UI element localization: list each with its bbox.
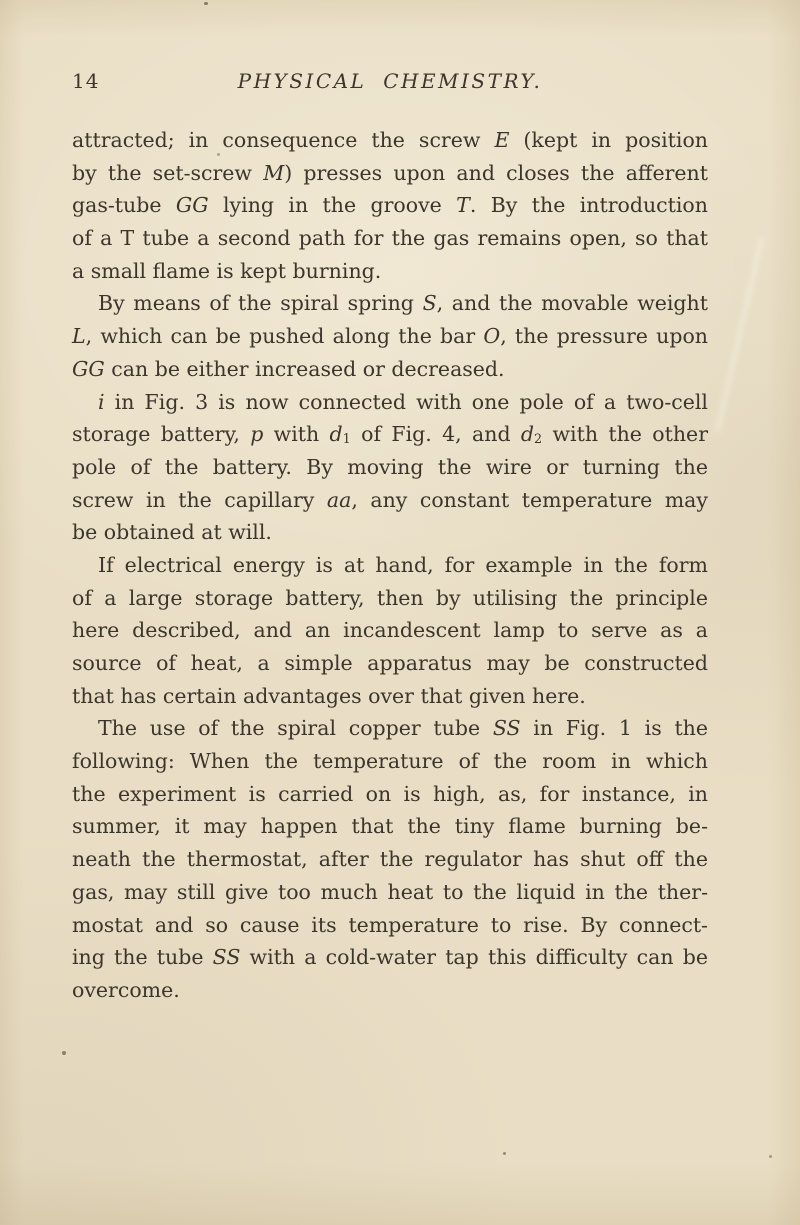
italic-term: SS <box>212 945 241 970</box>
text-line <box>72 843 708 876</box>
italic-term: T <box>456 193 470 218</box>
italic-term: aa <box>326 487 352 512</box>
body-text: If electrical energy is at hand, for example in the form <box>98 552 708 577</box>
body-text: . By the introduction <box>469 193 708 218</box>
text-line <box>72 745 708 778</box>
paper-speck <box>204 2 208 5</box>
body-text: overcome. <box>72 977 180 1002</box>
text-line <box>72 484 708 517</box>
body-text: of a T tube a second path for the gas remains open, so that <box>72 226 708 251</box>
text-line <box>72 189 708 222</box>
body-text: lying in the groove <box>208 193 457 218</box>
text-line <box>72 255 708 288</box>
italic-term: d <box>520 422 535 447</box>
body-text: can be either increased or decreased. <box>104 356 505 381</box>
body-text: attracted; in consequence the screw <box>72 128 495 152</box>
body-text: in Fig. 1 is the <box>520 716 709 741</box>
body-text: in Fig. 3 is now connected with one pole of a two-cell <box>104 389 708 414</box>
text-line <box>72 287 708 320</box>
text-line <box>72 320 708 353</box>
subscript: 2 <box>534 431 543 447</box>
body-text: pole of the battery. By moving the wire or turning the <box>72 454 708 479</box>
body-text: of a large storage battery, then by utilising the principle <box>72 585 708 610</box>
text-line <box>72 974 708 1007</box>
paper-speck <box>769 1155 772 1158</box>
text-line <box>72 909 708 942</box>
italic-term: M <box>263 160 285 185</box>
body-text: , any constant temperature may <box>351 487 708 512</box>
italic-term: O <box>483 324 501 349</box>
body-text: neath the thermostat, after the regulator has shut off the <box>72 847 708 872</box>
italic-term: S <box>422 291 437 316</box>
text-line <box>72 810 708 843</box>
body-text: following: When the temperature of the room in which <box>72 749 708 774</box>
text-line <box>72 386 708 419</box>
body-text: By means of the spiral spring <box>98 291 423 316</box>
italic-term: i <box>98 389 105 414</box>
page-header <box>72 66 708 96</box>
subscript: 1 <box>342 431 351 447</box>
text-line <box>72 778 708 811</box>
text-line <box>72 124 708 157</box>
text-line <box>72 157 708 190</box>
body-text: with a cold-water tap this difficulty can be <box>240 945 708 970</box>
paper-speck <box>62 1051 66 1055</box>
body-text: , and the movable weight <box>436 291 708 316</box>
body-text: gas, may still give too much heat to the liquid in the ther- <box>72 879 708 904</box>
text-line <box>72 549 708 582</box>
body-text: with <box>263 422 330 447</box>
text-line <box>72 941 708 974</box>
italic-term: p <box>250 422 264 447</box>
body-text: source of heat, a simple apparatus may be constructed <box>72 651 708 675</box>
paper-speck <box>217 153 220 156</box>
paper-crease <box>716 237 764 433</box>
italic-term: SS <box>492 716 521 741</box>
text-line <box>72 876 708 909</box>
text-line <box>72 222 708 255</box>
body-text: that has certain advantages over that given here. <box>72 683 586 708</box>
text-line <box>72 647 708 680</box>
paper-speck <box>503 1152 506 1155</box>
body-text: summer, it may happen that the tiny flame burning be- <box>72 814 708 839</box>
italic-term: GG <box>175 193 209 218</box>
body-text: (kept in position <box>509 128 708 152</box>
body-text: of Fig. 4, and <box>350 422 521 447</box>
italic-term: L <box>72 324 86 349</box>
text-line <box>72 353 708 386</box>
italic-term: d <box>329 422 343 447</box>
text-line <box>72 516 708 549</box>
body-text: here described, and an incandescent lamp to serve as a <box>72 618 708 643</box>
body-text: The use of the spiral copper tube <box>98 716 493 741</box>
running-title: PHYSICAL CHEMISTRY. <box>237 69 543 93</box>
italic-term: E <box>494 128 510 152</box>
body-text: a small flame is kept burning. <box>72 258 382 283</box>
text-line <box>72 582 708 615</box>
body-text: be obtained at will. <box>72 520 272 545</box>
text-line <box>72 418 708 451</box>
text-line <box>72 451 708 484</box>
body-text: by the set-screw <box>72 160 264 185</box>
body-text: ) presses upon and closes the afferent <box>284 160 708 185</box>
text-line <box>72 680 708 713</box>
body-text: , the pressure upon <box>500 324 708 349</box>
body-text: screw in the capillary <box>72 487 327 512</box>
text-line <box>72 712 708 745</box>
body-text: with the other <box>542 422 708 447</box>
text-block <box>72 124 708 1007</box>
body-text: storage battery, <box>72 422 251 447</box>
body-text: the experiment is carried on is high, as, for instance, in <box>72 781 708 806</box>
body-text: mostat and so cause its temperature to rise. By connect- <box>72 912 708 937</box>
body-text: , which can be pushed along the bar <box>85 324 484 349</box>
body-text: ing the tube <box>72 945 213 970</box>
text-line <box>72 614 708 647</box>
italic-term: GG <box>72 356 105 381</box>
page-number: 14 <box>72 69 100 93</box>
body-text: gas-tube <box>72 193 176 218</box>
